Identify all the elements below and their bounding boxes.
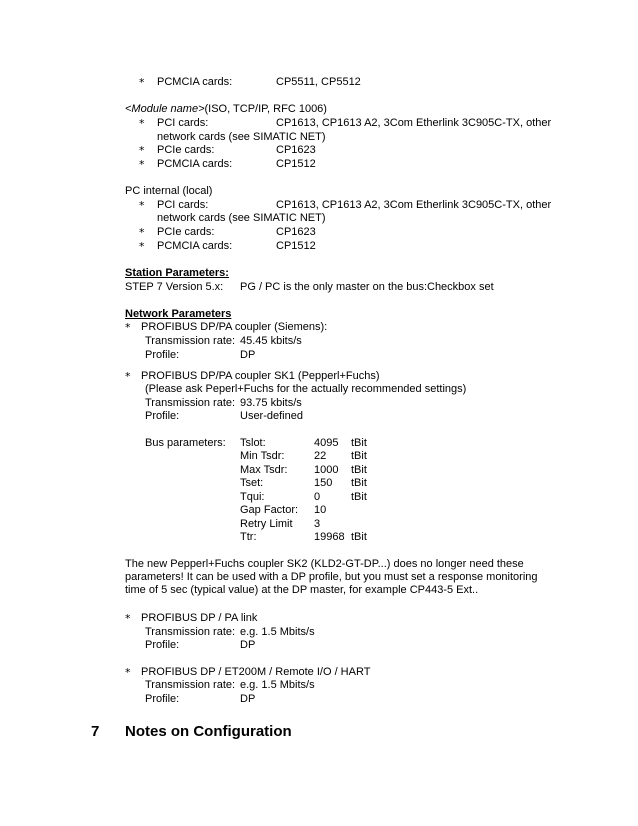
asterisk-bullet-icon: * [139,199,145,212]
bus-param-unit: tBit [351,450,367,462]
asterisk-bullet-icon: * [139,76,145,89]
bus-param-name: Ttr: [240,531,257,543]
bus-param-value: 150 [314,477,333,489]
pci-value-cont: network cards (see SIMATIC NET) [157,212,326,224]
sk2-paragraph: The new Pepperl+Fuchs coupler SK2 (KLD2-GT-DP...) does no longer need these parameters! It can be used with a DP profile, but you must set a response monitoring time of 5 sec (typical value) at the DP master, for example CP443-5 Ext.. [125,558,538,596]
pcmcia-label: PCMCIA cards: [157,76,233,88]
pcmcia-value: CP1512 [276,158,316,170]
pcmcia-value: CP5511, CP5512 [276,76,361,88]
chapter-title: Notes on Configuration [125,723,292,740]
sk1-coupler-title: PROFIBUS DP/PA coupler SK1 (Pepperl+Fuchs) [141,370,380,382]
bus-param-unit: tBit [351,464,367,476]
pcie-label: PCIe cards: [157,226,215,238]
network-heading: Network Parameters [125,308,232,320]
rate-label: Transmission rate: [145,335,236,347]
chapter-number: 7 [91,723,100,740]
sk1-note: (Please ask Peperl+Fuchs for the actually recommended settings) [145,383,467,395]
asterisk-bullet-icon: * [139,117,145,130]
siemens-coupler-title: PROFIBUS DP/PA coupler (Siemens): [141,321,328,333]
bus-param-value: 19968 [314,531,345,543]
bus-param-unit: tBit [351,531,367,543]
bus-param-name: Retry Limit [240,518,293,530]
bus-param-value: 3 [314,518,321,530]
bus-param-unit: tBit [351,437,367,449]
pcmcia-label: PCMCIA cards: [157,240,233,252]
bus-param-value: 0 [314,491,321,503]
asterisk-bullet-icon: * [125,321,131,334]
pcie-label: PCIe cards: [157,144,215,156]
bus-param-value: 22 [314,450,327,462]
pci-label: PCI cards: [157,199,209,211]
pcie-value: CP1623 [276,144,316,156]
station-setting: PG / PC is the only master on the bus: [240,281,428,293]
bus-param-name: Gap Factor: [240,504,299,516]
profile-label: Profile: [145,349,180,361]
asterisk-bullet-icon: * [125,666,131,679]
asterisk-bullet-icon: * [139,158,145,171]
profile-label: Profile: [145,410,180,422]
station-version: STEP 7 Version 5.x: [125,281,224,293]
profile-label: Profile: [145,639,180,651]
et200m-title: PROFIBUS DP / ET200M / Remote I/O / HART [141,666,371,678]
pc-internal-title: PC internal (local) [125,185,213,197]
asterisk-bullet-icon: * [125,370,131,383]
module-section-title: <Module name>(ISO, TCP/IP, RFC 1006) [125,103,327,115]
pcmcia-value: CP1512 [276,240,316,252]
profile-value: DP [240,639,256,651]
profile-label: Profile: [145,693,180,705]
bus-parameters-label: Bus parameters: [145,437,226,449]
bus-param-name: Max Tsdr: [240,464,288,476]
rate-label: Transmission rate: [145,626,236,638]
rate-label: Transmission rate: [145,679,236,691]
pci-label: PCI cards: [157,117,209,129]
bus-param-unit: tBit [351,477,367,489]
bus-param-name: Tslot: [240,437,266,449]
rate-value: 93.75 kbits/s [240,397,302,409]
rate-value: 45.45 kbits/s [240,335,302,347]
asterisk-bullet-icon: * [125,612,131,625]
pcie-value: CP1623 [276,226,316,238]
profile-value: DP [240,693,256,705]
asterisk-bullet-icon: * [139,144,145,157]
pci-value-cont: network cards (see SIMATIC NET) [157,131,326,143]
palink-title: PROFIBUS DP / PA link [141,612,258,624]
pci-value: CP1613, CP1613 A2, 3Com Etherlink 3C905C-TX, other [276,117,552,129]
station-state: Checkbox set [427,281,494,293]
rate-value: e.g. 1.5 Mbits/s [240,626,315,638]
bus-param-unit: tBit [351,491,367,503]
rate-value: e.g. 1.5 Mbits/s [240,679,315,691]
station-heading: Station Parameters: [125,267,229,279]
profile-value: User-defined [240,410,303,422]
bus-param-value: 10 [314,504,327,516]
bus-param-value: 1000 [314,464,339,476]
asterisk-bullet-icon: * [139,240,145,253]
bus-param-value: 4095 [314,437,339,449]
bus-param-name: Min Tsdr: [240,450,285,462]
rate-label: Transmission rate: [145,397,236,409]
bus-param-name: Tqui: [240,491,265,503]
asterisk-bullet-icon: * [139,226,145,239]
bus-param-name: Tset: [240,477,264,489]
pci-value: CP1613, CP1613 A2, 3Com Etherlink 3C905C-TX, other [276,199,552,211]
profile-value: DP [240,349,256,361]
pcmcia-label: PCMCIA cards: [157,158,233,170]
